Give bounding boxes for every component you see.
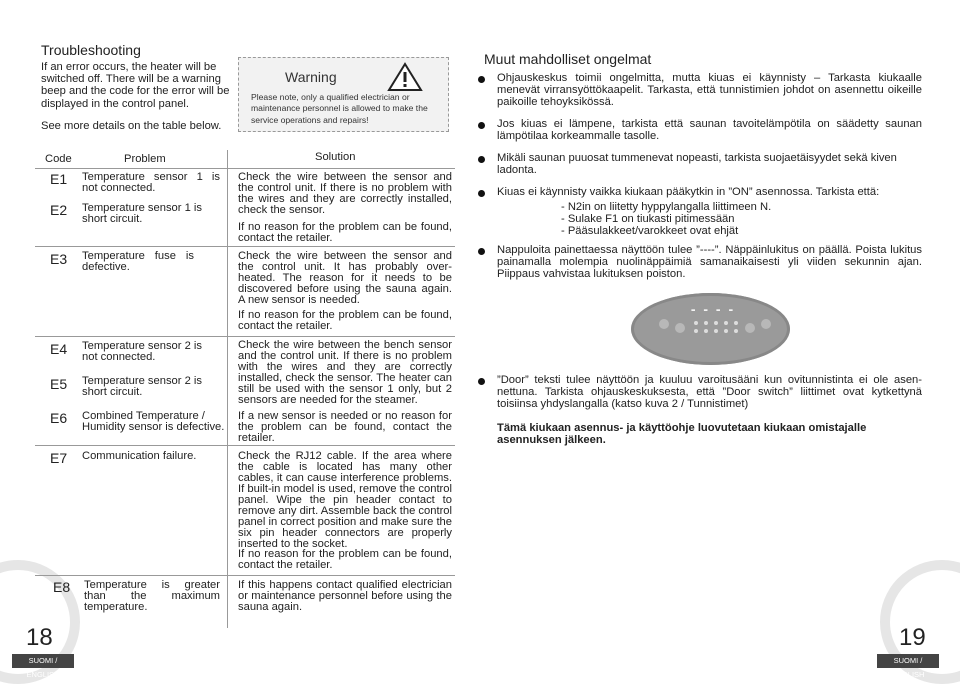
panel-button	[659, 319, 669, 329]
bullet-icon	[478, 156, 485, 163]
column-divider	[227, 150, 228, 628]
code-e8: E8	[53, 579, 71, 595]
bullet-icon	[478, 378, 485, 385]
solution-e7-retailer: If no reason for the problem can be found, contact the retailer.	[238, 548, 452, 571]
solution-e2: If no reason for the problem can be found, contact the retailer.	[238, 221, 452, 244]
problem-e3: Temperature fuse is defective.	[82, 250, 194, 273]
intro-text: If an error occurs, the heater will be switched off. There will be a warning beep and the code for the error will be displayed in the control panel.	[41, 61, 230, 110]
bullet-icon	[478, 122, 485, 129]
warning-box	[238, 57, 449, 132]
panel-display: - - - -	[690, 301, 736, 317]
problem-e6: Combined Temperature / Humidity sensor is defective.	[82, 410, 225, 433]
bullet-icon	[478, 190, 485, 197]
solution-e8: If this happens contact qualified electrician or maintenance personnel before using the sauna again.	[238, 579, 452, 613]
code-e2: E2	[50, 202, 68, 218]
solution-e1: Check the wire between the sensor and the control unit. If there is no problem with the wires and they are correctly installed, check the sensor.	[238, 171, 452, 216]
fi-item-2: Jos kiuas ei lämpene, tarkista että saunan tavoitelämpötila on säädetty saunan lämpötilaa korkeammalle tasolle.	[497, 118, 922, 142]
problem-e2: Temperature sensor 1 is short circuit.	[82, 202, 203, 225]
fi-item-6: ”Door” teksti tulee näyttöön ja kuuluu varoitusääni kun ovitunnistinta ei ole asen-nettuna. Tarkista ohjauskeskuksesta, että ”Door switch” liittimet ovat kytkettynä toisiinsa yhdyslangalla (katso kuva 2 / Tunnistimet)	[497, 374, 922, 410]
header-divider	[35, 168, 455, 169]
header-problem: Problem	[124, 153, 166, 165]
header-code: Code	[45, 153, 72, 165]
header-solution: Solution	[315, 151, 356, 163]
other-problems-heading: Muut mahdolliset ongelmat	[484, 51, 652, 67]
troubleshooting-heading: Troubleshooting	[41, 42, 141, 58]
panel-button	[745, 323, 755, 333]
problem-e5: Temperature sensor 2 is short circuit.	[82, 375, 203, 398]
code-e3: E3	[50, 251, 68, 267]
solution-e7: Check the RJ12 cable. If the area where the cable is located has many other cables, it can cause interference problems. If built-in model is used, remove the control panel. Wipe the pin header contact to remove any dirt. Assemble back the control panel in correct position and make sure the six pin header connectors are properly inserted to the socket.	[238, 450, 452, 550]
page-number-right: 19	[899, 624, 926, 651]
warning-title: Warning	[285, 69, 337, 85]
code-e4: E4	[50, 341, 68, 357]
panel-button	[675, 323, 685, 333]
row-divider	[35, 575, 455, 576]
fi-item-5: Nappuloita painettaessa näyttöön tulee ”----”. Näppäinlukitus on päällä. Poista lukitus painamalla molempia nuolinäppäimiä samanaikaisesti yli viiden sekunnin ajan. Piippaus vahvistaa lukituksen poiston.	[497, 244, 922, 280]
solution-e6: If a new sensor is needed or no reason for the problem can be found, contact the retailer.	[238, 410, 452, 444]
solution-e3-retailer: If no reason for the problem can be found, contact the retailer.	[238, 309, 452, 332]
checklist-1: - N2in on liitetty hyppylangalla liittimeen N.	[561, 201, 772, 213]
bullet-icon	[478, 248, 485, 255]
checklist-2: - Sulake F1 on tiukasti pitimessään	[561, 213, 735, 225]
code-e1: E1	[50, 171, 68, 187]
fi-item-1: Ohjauskeskus toimii ongelmitta, mutta kiuas ei käynnisty – Tarkasta kiukaalle menevät virransyöttökaapelit. Tarkasta, että tunnistimien johdot on asennettu oikeille paikoille tehoyksikössä.	[497, 72, 922, 108]
code-e5: E5	[50, 376, 68, 392]
handover-note: Tämä kiukaan asennus- ja käyttöohje luovutetaan kiukaan omistajalle asennuksen jälkeen.	[497, 422, 867, 446]
code-e6: E6	[50, 410, 68, 426]
control-panel-illustration	[631, 293, 790, 365]
panel-indicator-dots	[694, 321, 738, 335]
page-number-left: 18	[26, 624, 53, 651]
solution-e4: Check the wire between the bench sensor and the control unit. If there is no problem with the wires and they are correctly installed, check the sensor. The heater can still be used with the sensor 1 only, but 2 sensors are needed for the steamer.	[238, 339, 452, 406]
problem-e8: Temperature is greater than the maximum temperature.	[84, 579, 220, 613]
fi-item-3: Mikäli saunan puuosat tummenevat nopeasti, tarkista suojaetäisyydet sekä kiven ladonta.	[497, 152, 897, 176]
panel-button	[761, 319, 771, 329]
problem-e1: Temperature sensor 1 is not connected.	[82, 171, 220, 194]
language-label-right: SUOMI / ENGLISH	[877, 654, 939, 668]
language-label-left: SUOMI / ENGLISH	[12, 654, 74, 668]
row-divider	[35, 246, 455, 247]
fi-item-4: Kiuas ei käynnisty vaikka kiukaan pääkytkin in ”ON” asennossa. Tarkista että:	[497, 186, 880, 198]
row-divider	[35, 336, 455, 337]
see-more-text: See more details on the table below.	[41, 120, 222, 132]
problem-e7: Communication failure.	[82, 450, 197, 462]
bullet-icon	[478, 76, 485, 83]
warning-triangle-icon	[387, 62, 423, 92]
row-divider	[35, 445, 455, 446]
warning-text: Please note, only a qualified electrician or maintenance personnel is allowed to make the service operations and repairs!	[251, 92, 428, 125]
checklist-3: - Pääsulakkeet/varokkeet ovat ehjät	[561, 225, 739, 237]
problem-e4: Temperature sensor 2 is not connected.	[82, 340, 203, 363]
solution-e3: Check the wire between the sensor and the control unit. It has probably over-heated. The reason for it needs to be discovered before using the sauna again. A new sensor is needed.	[238, 250, 452, 306]
code-e7: E7	[50, 450, 68, 466]
